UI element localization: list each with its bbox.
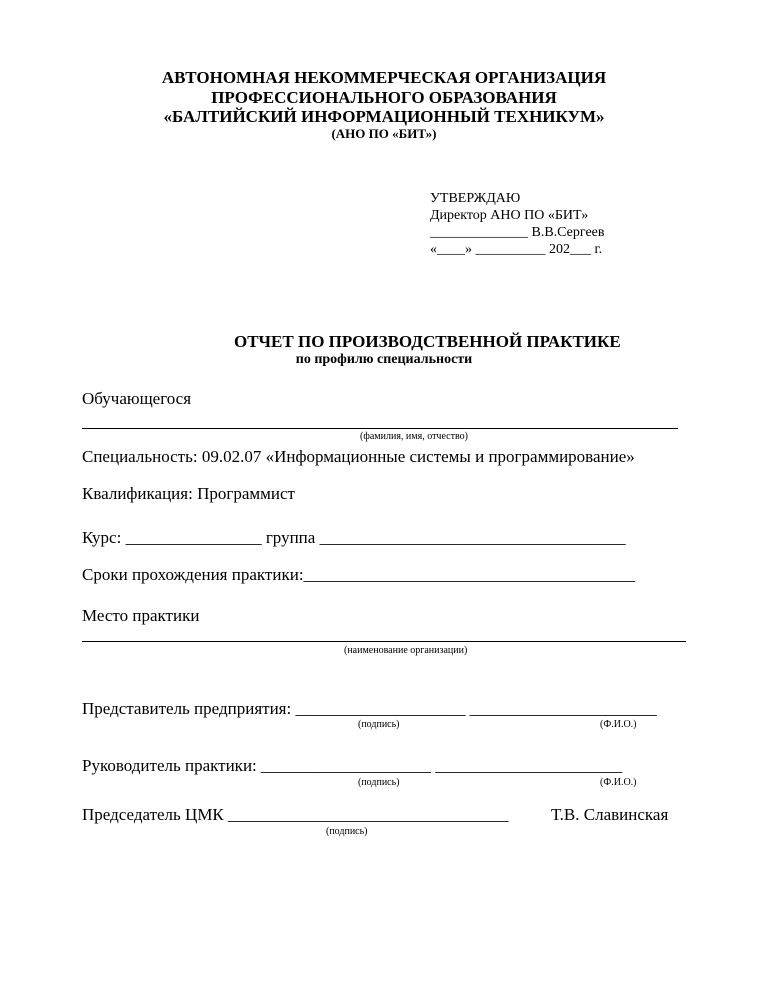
specialty-line: Специальность: 09.02.07 «Информационные системы и программирование» [82, 447, 635, 466]
supervisor-fio-caption: (Ф.И.О.) [600, 777, 637, 788]
place-label: Место практики [82, 606, 200, 625]
student-label: Обучающегося [82, 389, 192, 408]
enterprise-rep-fio-caption: (Ф.И.О.) [600, 719, 637, 730]
report-subtitle: по профилю специальности [295, 352, 473, 367]
chair-sign-caption: (подпись) [326, 826, 368, 837]
enterprise-rep-sign-caption: (подпись) [358, 719, 400, 730]
practice-terms-line: Сроки прохождения практики:_______________________________________ [82, 565, 636, 584]
org-name-line1: АВТОНОМНАЯ НЕКОММЕРЧЕСКАЯ ОРГАНИЗАЦИЯ [161, 68, 607, 87]
qualification-line: Квалификация: Программист [82, 484, 295, 503]
org-name-line3: «БАЛТИЙСКИЙ ИНФОРМАЦИОННЫЙ ТЕХНИКУМ» [163, 107, 605, 126]
approval-position: Директор АНО ПО «БИТ» [430, 208, 589, 223]
report-title: ОТЧЕТ ПО ПРОИЗВОДСТВЕННОЙ ПРАКТИКЕ [234, 332, 621, 351]
student-caption: (фамилия, имя, отчество) [360, 431, 468, 442]
approval-date: «____» __________ 202___ г. [430, 242, 603, 257]
org-name-line2: ПРОФЕССИОНАЛЬНОГО ОБРАЗОВАНИЯ [211, 88, 557, 107]
approval-heading: УТВЕРЖДАЮ [430, 191, 521, 206]
chair-name: Т.В. Славинская [551, 805, 669, 824]
place-caption: (наименование организации) [344, 645, 468, 656]
course-group-line: Курс: ________________ группа ____________________________________ [82, 528, 626, 547]
supervisor-line: Руководитель практики: ____________________ ______________________ [82, 756, 623, 775]
org-abbreviation: (АНО ПО «БИТ») [331, 126, 437, 141]
student-name-line [82, 428, 678, 429]
enterprise-rep-line: Представитель предприятия: ____________________ ______________________ [82, 699, 657, 718]
supervisor-sign-caption: (подпись) [358, 777, 400, 788]
place-line [82, 641, 686, 642]
approval-signature: ______________ В.В.Сергеев [430, 225, 605, 240]
chair-line: Председатель ЦМК _________________________________ [82, 805, 509, 824]
